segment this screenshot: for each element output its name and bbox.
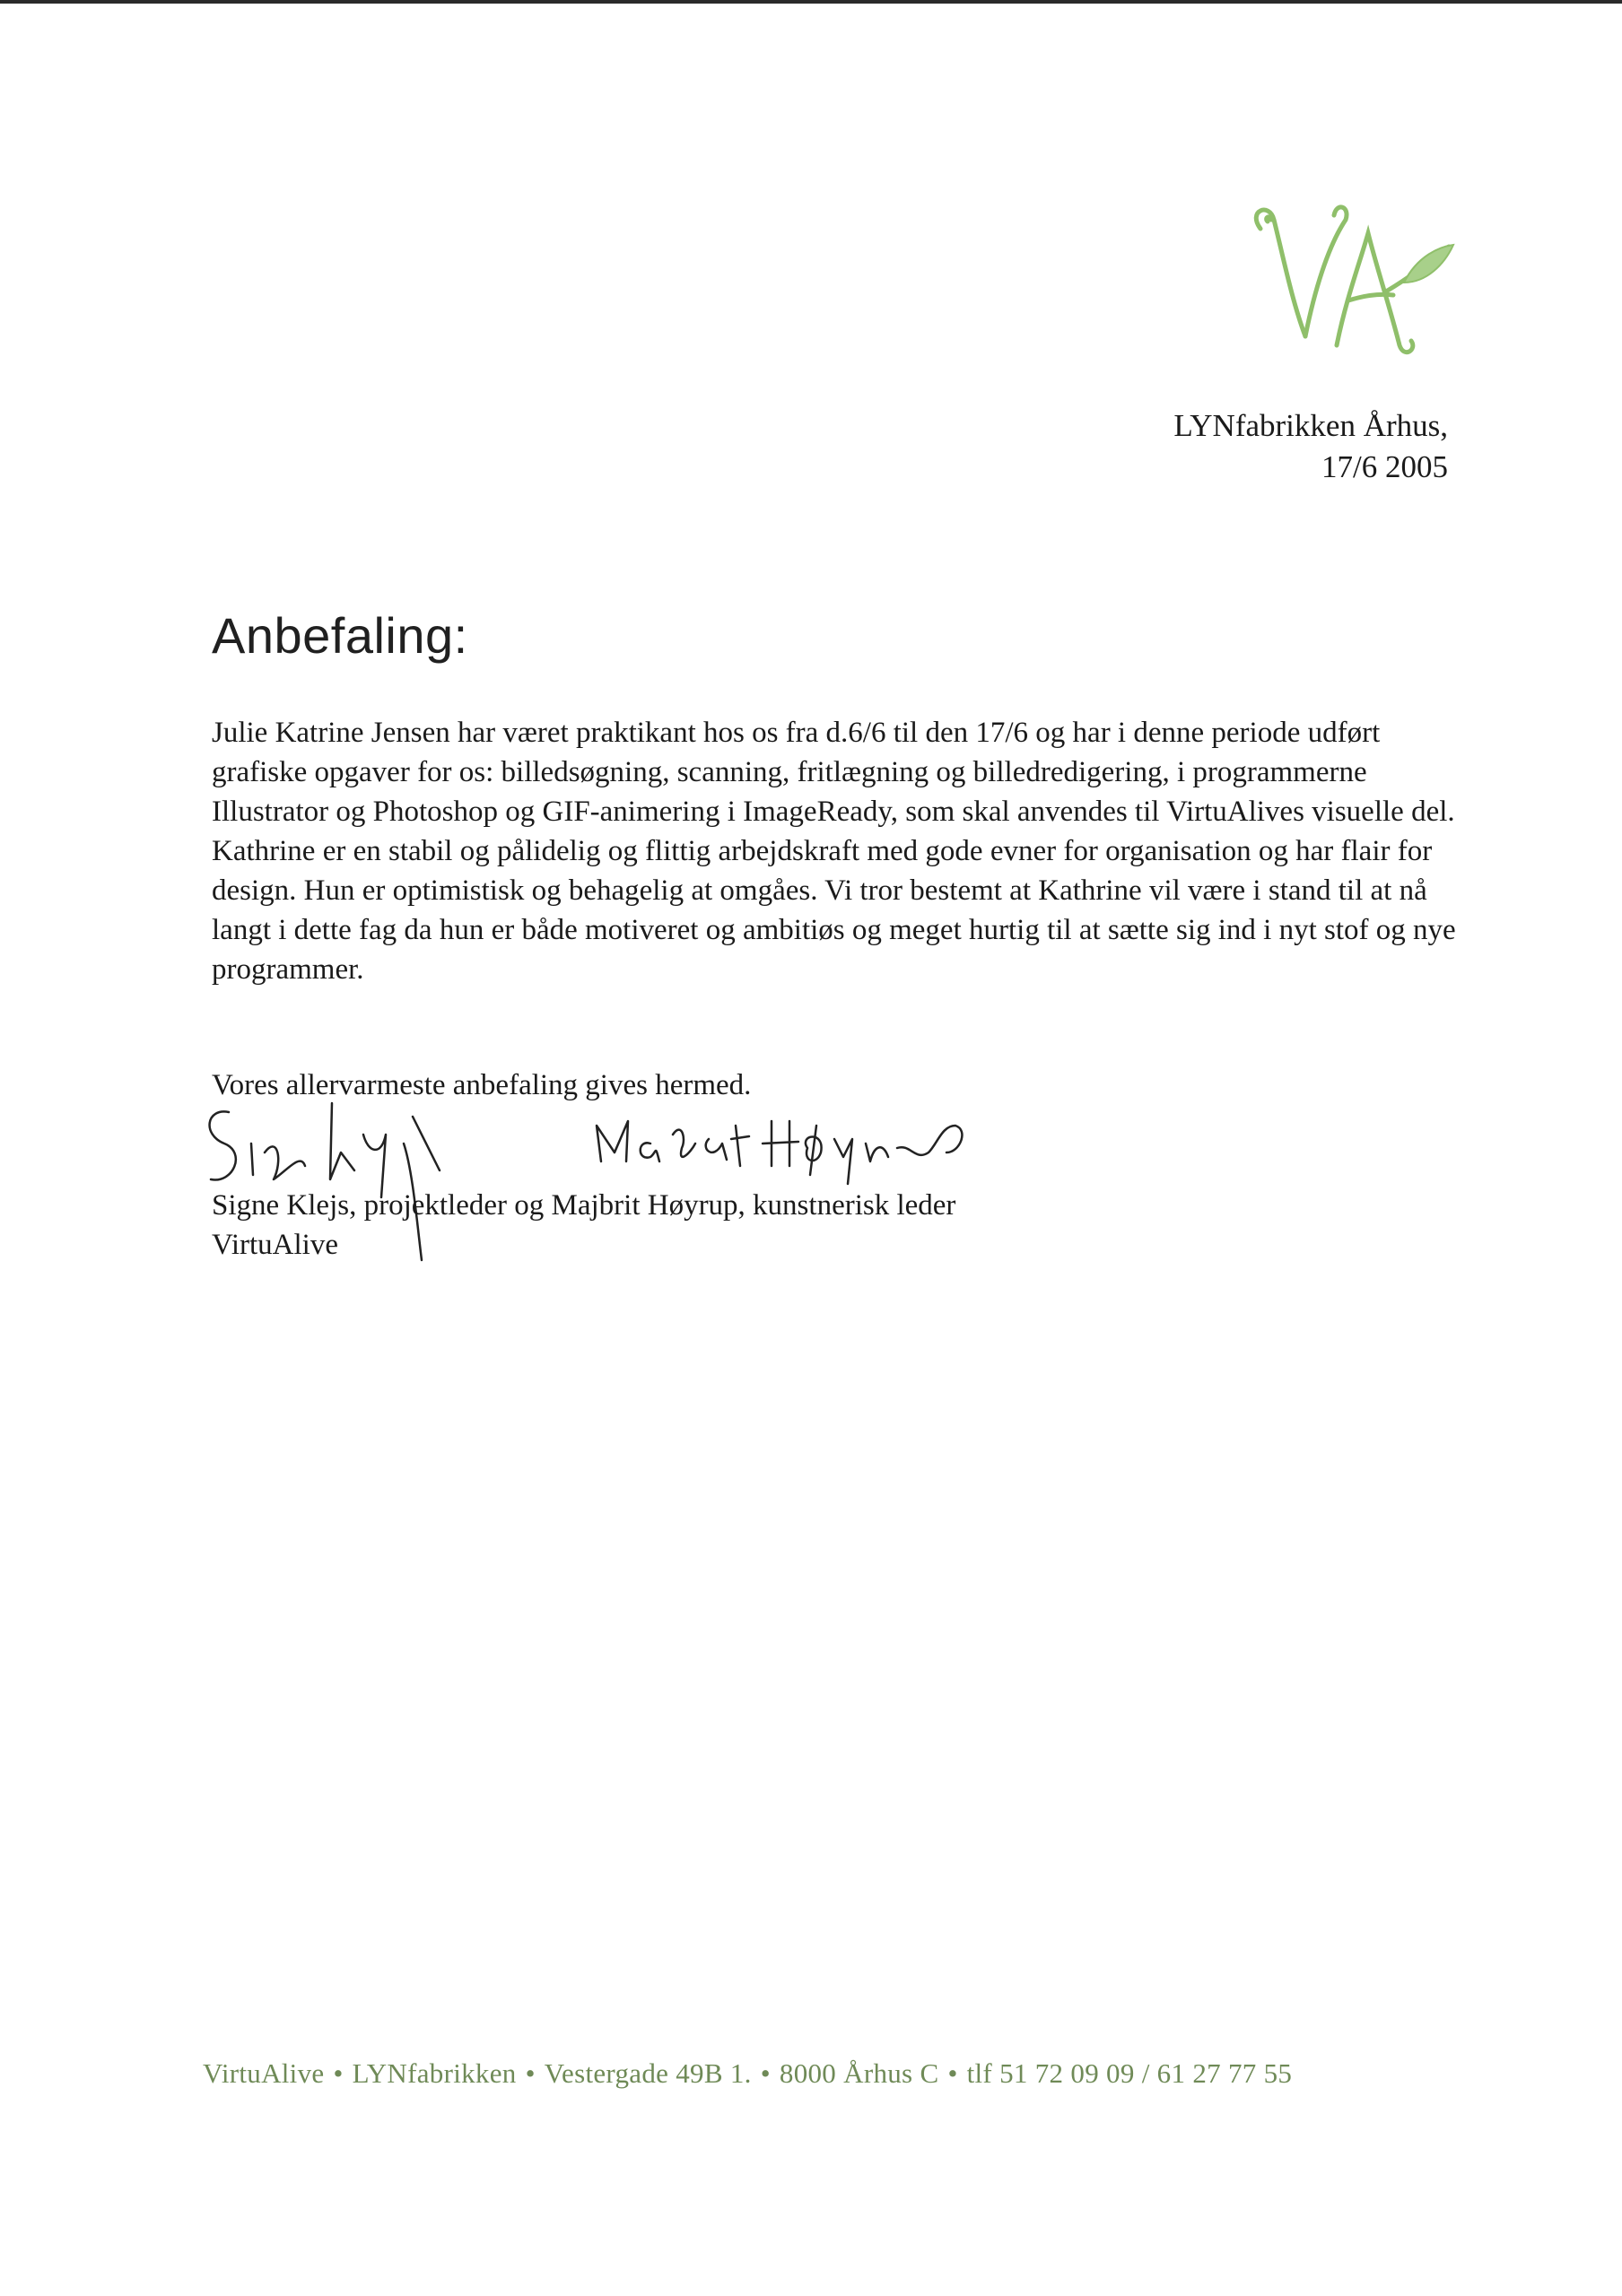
place-date-block	[1173, 405, 1448, 488]
closing-line: Vores allervarmeste anbefaling gives hermed.	[212, 1069, 752, 1101]
footer-separator: •	[760, 2057, 771, 2089]
footer-separator: •	[947, 2057, 958, 2089]
signature-majbrit-hoyrup	[597, 1121, 962, 1184]
logo-text: VA	[1243, 193, 1244, 194]
footer-separator: •	[333, 2057, 344, 2089]
footer-city: 8000 Århus C	[779, 2057, 939, 2089]
body-paragraph-2: Kathrine er en stabil og pålidelig og flittig arbejdskraft med gode evner for organisation og har flair for design. Hun er optimistisk og behagelig at omgåes. Vi tror bestemt at Kathrine vil være i stand til at nå langt i dette fag da hun er både motiveret og ambitiøs og meget hurtig til at sætte sig ind i nyt stof og nye programmer.	[212, 835, 1456, 986]
letter-date: 17/6 2005	[1321, 449, 1448, 484]
footer-company: VirtuAlive	[203, 2057, 325, 2089]
organization-name: VirtuAlive	[212, 1229, 338, 1261]
body-paragraph-1: Julie Katrine Jensen har været praktikant hos os fra d.6/6 til den 17/6 og har i denne periode udført grafiske opgaver for os: billedsøgning, scanning, fritlægning og billedredigering, i programmerne Illustrator og Photoshop og GIF-animering i ImageReady, som skal anvendes til VirtuAlives visuelle del.	[212, 717, 1455, 828]
footer-venue: LYNfabrikken	[352, 2057, 517, 2089]
va-leaf-logo-icon	[1243, 193, 1458, 363]
footer-separator: •	[525, 2057, 536, 2089]
letter-title: Anbefaling:	[212, 607, 468, 664]
footer-phone: tlf 51 72 09 09 / 61 27 77 55	[966, 2057, 1293, 2089]
footer-street: Vestergade 49B 1.	[544, 2057, 752, 2089]
letter-body	[212, 713, 1459, 989]
signers-line: Signe Klejs, projektleder og Majbrit Høyrup, kunstnerisk leder	[212, 1189, 956, 1222]
letter-place: LYNfabrikken Århus,	[1173, 408, 1448, 443]
scan-top-edge	[0, 0, 1622, 4]
letterhead-footer	[203, 2057, 1292, 2090]
